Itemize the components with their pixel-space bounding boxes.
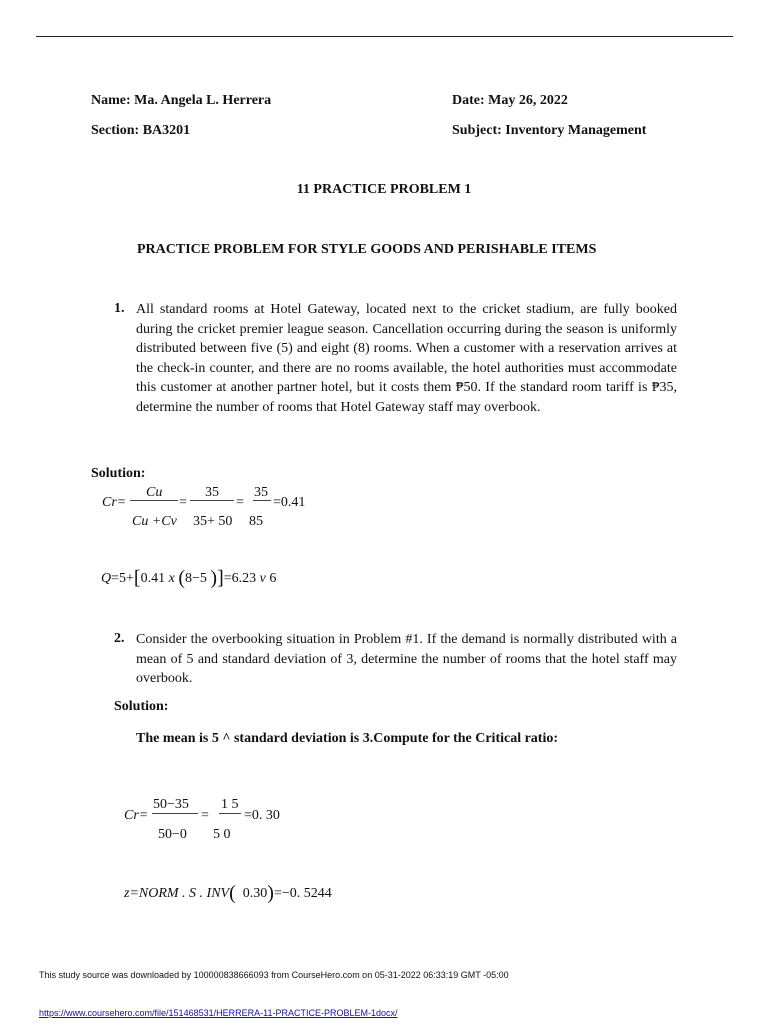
fraction-3-denominator: 85 (249, 514, 263, 529)
z-argument: 0.30 (242, 886, 268, 901)
fraction-2-numerator: 35 (205, 485, 219, 500)
download-source-notice: This study source was downloaded by 100000838666093 from CourseHero.com on 05-31-2022 06:33:19 GMT -05:00 (39, 970, 509, 980)
open-paren: ( (178, 567, 185, 589)
z-result: =−0. 5244 (273, 886, 332, 901)
fraction-3-numerator: 35 (254, 485, 268, 500)
fraction-bar (219, 813, 241, 814)
problem-1-number: 1. (114, 301, 125, 316)
document-title: 11 PRACTICE PROBLEM 1 (296, 182, 472, 197)
document-date: Date: May 26, 2022 (452, 93, 568, 108)
close-paren: ) (210, 567, 218, 589)
critical-ratio-result: =0.41 (273, 495, 306, 510)
q-times-x: x (168, 571, 175, 586)
solution-2-statement: The mean is 5 ^ standard deviation is 3.Compute for the Critical ratio: (136, 731, 559, 746)
student-section: Section: BA3201 (91, 123, 191, 138)
problem-2-text: Consider the overbooking situation in Problem #1. If the demand is normally distributed with a mean of 5 and standard deviation of 3, determine the number of rooms that the hotel staff may overbook. (136, 632, 677, 686)
fraction-1-numerator: Cu (146, 485, 163, 500)
q-part-d: =6.23 (223, 571, 257, 586)
equals-sign: = (201, 808, 209, 823)
fraction-1-numerator: 50−35 (153, 797, 189, 812)
student-name: Name: Ma. Angela L. Herrera (91, 93, 272, 108)
solution-1-quantity-equation (101, 567, 277, 589)
fraction-2-denominator: 5 0 (213, 827, 231, 842)
problem-2-number: 2. (114, 631, 125, 646)
equals-sign: = (179, 495, 187, 510)
equals-sign: = (236, 495, 244, 510)
fraction-2-numerator: 1 5 (221, 797, 239, 812)
close-bracket: ] (217, 567, 224, 589)
z-function: z=NORM . S . INV (124, 886, 230, 901)
open-paren: ( (229, 882, 236, 904)
cr-lhs: Cr= (102, 495, 127, 510)
problem-1-text: All standard rooms at Hotel Gateway, located next to the cricket stadium, are fully booked during the cricket premier league season. Cancellation occurring during the season is uniformly distributed between five (5) and eight (8) rooms. When a customer with a reservation arrives at the check-in counter, and there are no rooms available, the hotel authorities must accommodate this customer at another partner hotel, but it costs them ₱50. If the standard room tariff is ₱35, determine the number of rooms that Hotel Gateway staff may overbook. (136, 302, 677, 415)
fraction-bar (152, 813, 198, 814)
close-paren: ) (267, 882, 274, 904)
critical-ratio-result: =0. 30 (244, 808, 280, 823)
q-part-c: 8−5 (184, 571, 207, 586)
q-part-e: 6 (269, 571, 277, 586)
q-part-b: 0.41 (140, 571, 166, 586)
solution-1-label: Solution: (91, 466, 146, 481)
q-symbol: Q (101, 571, 112, 586)
q-v: v (259, 571, 266, 586)
fraction-1-denominator: 50−0 (158, 827, 187, 842)
coursehero-source-link[interactable]: https://www.coursehero.com/file/151468531/HERRERA-11-PRACTICE-PROBLEM-1docx/ (39, 1008, 398, 1018)
fraction-1-denominator: Cu +Cv (132, 514, 177, 529)
document-subtitle: PRACTICE PROBLEM FOR STYLE GOODS AND PERISHABLE ITEMS (137, 242, 597, 257)
subject: Subject: Inventory Management (452, 123, 647, 138)
cr-lhs: Cr= (124, 808, 149, 823)
fraction-2-denominator: 35+ 50 (193, 514, 233, 529)
solution-2-label: Solution: (114, 699, 169, 714)
solution-2-z-equation (124, 882, 332, 904)
open-bracket: [ (133, 567, 141, 589)
q-part-a: =5+ (111, 571, 134, 586)
top-horizontal-rule (36, 36, 733, 37)
